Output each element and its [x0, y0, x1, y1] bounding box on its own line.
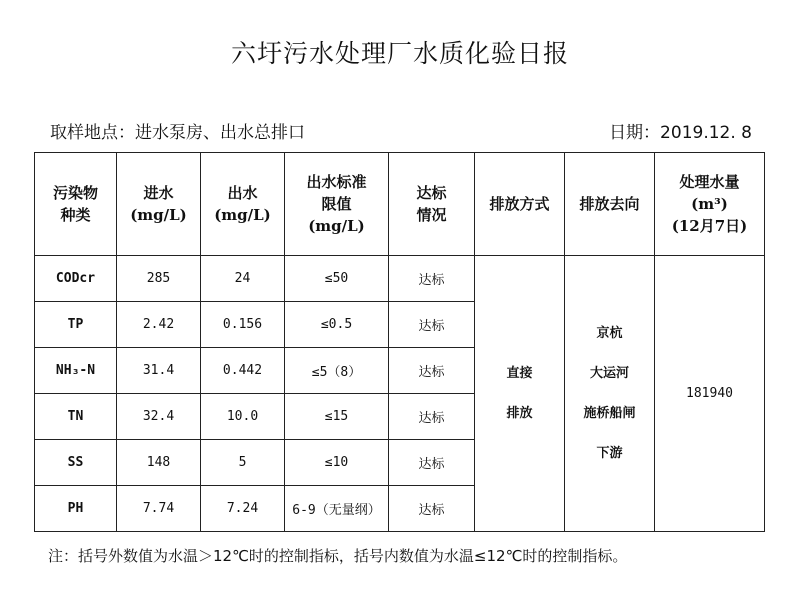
footnote: 注：括号外数值为水温＞12℃时的控制指标，括号内数值为水温≤12℃时的控制指标。: [48, 547, 628, 565]
discharge-method: 直接 排放: [475, 256, 565, 532]
inflow-value: 31.4: [117, 348, 201, 394]
pollutant-name: SS: [35, 440, 117, 486]
limit-value: ≤50: [285, 256, 389, 302]
table-row: [35, 256, 765, 302]
status-value: 达标: [389, 440, 475, 486]
inflow-value: 32.4: [117, 394, 201, 440]
pollutant-name: PH: [35, 486, 117, 532]
header-discharge-method: 排放方式: [475, 153, 565, 256]
outflow-value: 10.0: [201, 394, 285, 440]
pollutant-name: TP: [35, 302, 117, 348]
outflow-value: 7.24: [201, 486, 285, 532]
pollutant-name: TN: [35, 394, 117, 440]
water-quality-table: [34, 152, 765, 532]
inflow-value: 2.42: [117, 302, 201, 348]
limit-value: ≤15: [285, 394, 389, 440]
status-value: 达标: [389, 302, 475, 348]
outflow-value: 24: [201, 256, 285, 302]
status-value: 达标: [389, 348, 475, 394]
status-value: 达标: [389, 256, 475, 302]
pollutant-name: CODcr: [35, 256, 117, 302]
outflow-value: 0.442: [201, 348, 285, 394]
header-outflow: 出水 (mg/L): [201, 153, 285, 256]
limit-value: 6-9（无量纲）: [285, 486, 389, 532]
outflow-value: 5: [201, 440, 285, 486]
sampling-location: 取样地点：进水泵房、出水总排口: [50, 123, 305, 143]
pollutant-name: NH₃-N: [35, 348, 117, 394]
limit-value: ≤0.5: [285, 302, 389, 348]
header-status: 达标 情况: [389, 153, 475, 256]
header-treated-volume: 处理水量 (m³) (12月7日): [655, 153, 765, 256]
header-inflow: 进水 (mg/L): [117, 153, 201, 256]
limit-value: ≤10: [285, 440, 389, 486]
report-title: 六圩污水处理厂水质化验日报: [230, 39, 569, 68]
treated-volume: 181940: [655, 256, 765, 532]
status-value: 达标: [389, 486, 475, 532]
table-header-row: [35, 153, 765, 256]
outflow-value: 0.156: [201, 302, 285, 348]
inflow-value: 285: [117, 256, 201, 302]
status-value: 达标: [389, 394, 475, 440]
header-pollutant: 污染物 种类: [35, 153, 117, 256]
inflow-value: 148: [117, 440, 201, 486]
discharge-destination: 京杭 大运河 施桥船闸 下游: [565, 256, 655, 532]
header-discharge-destination: 排放去向: [565, 153, 655, 256]
inflow-value: 7.74: [117, 486, 201, 532]
report-date: 日期：2019.12. 8: [609, 123, 752, 143]
header-limit: 出水标准 限值 (mg/L): [285, 153, 389, 256]
limit-value: ≤5（8）: [285, 348, 389, 394]
